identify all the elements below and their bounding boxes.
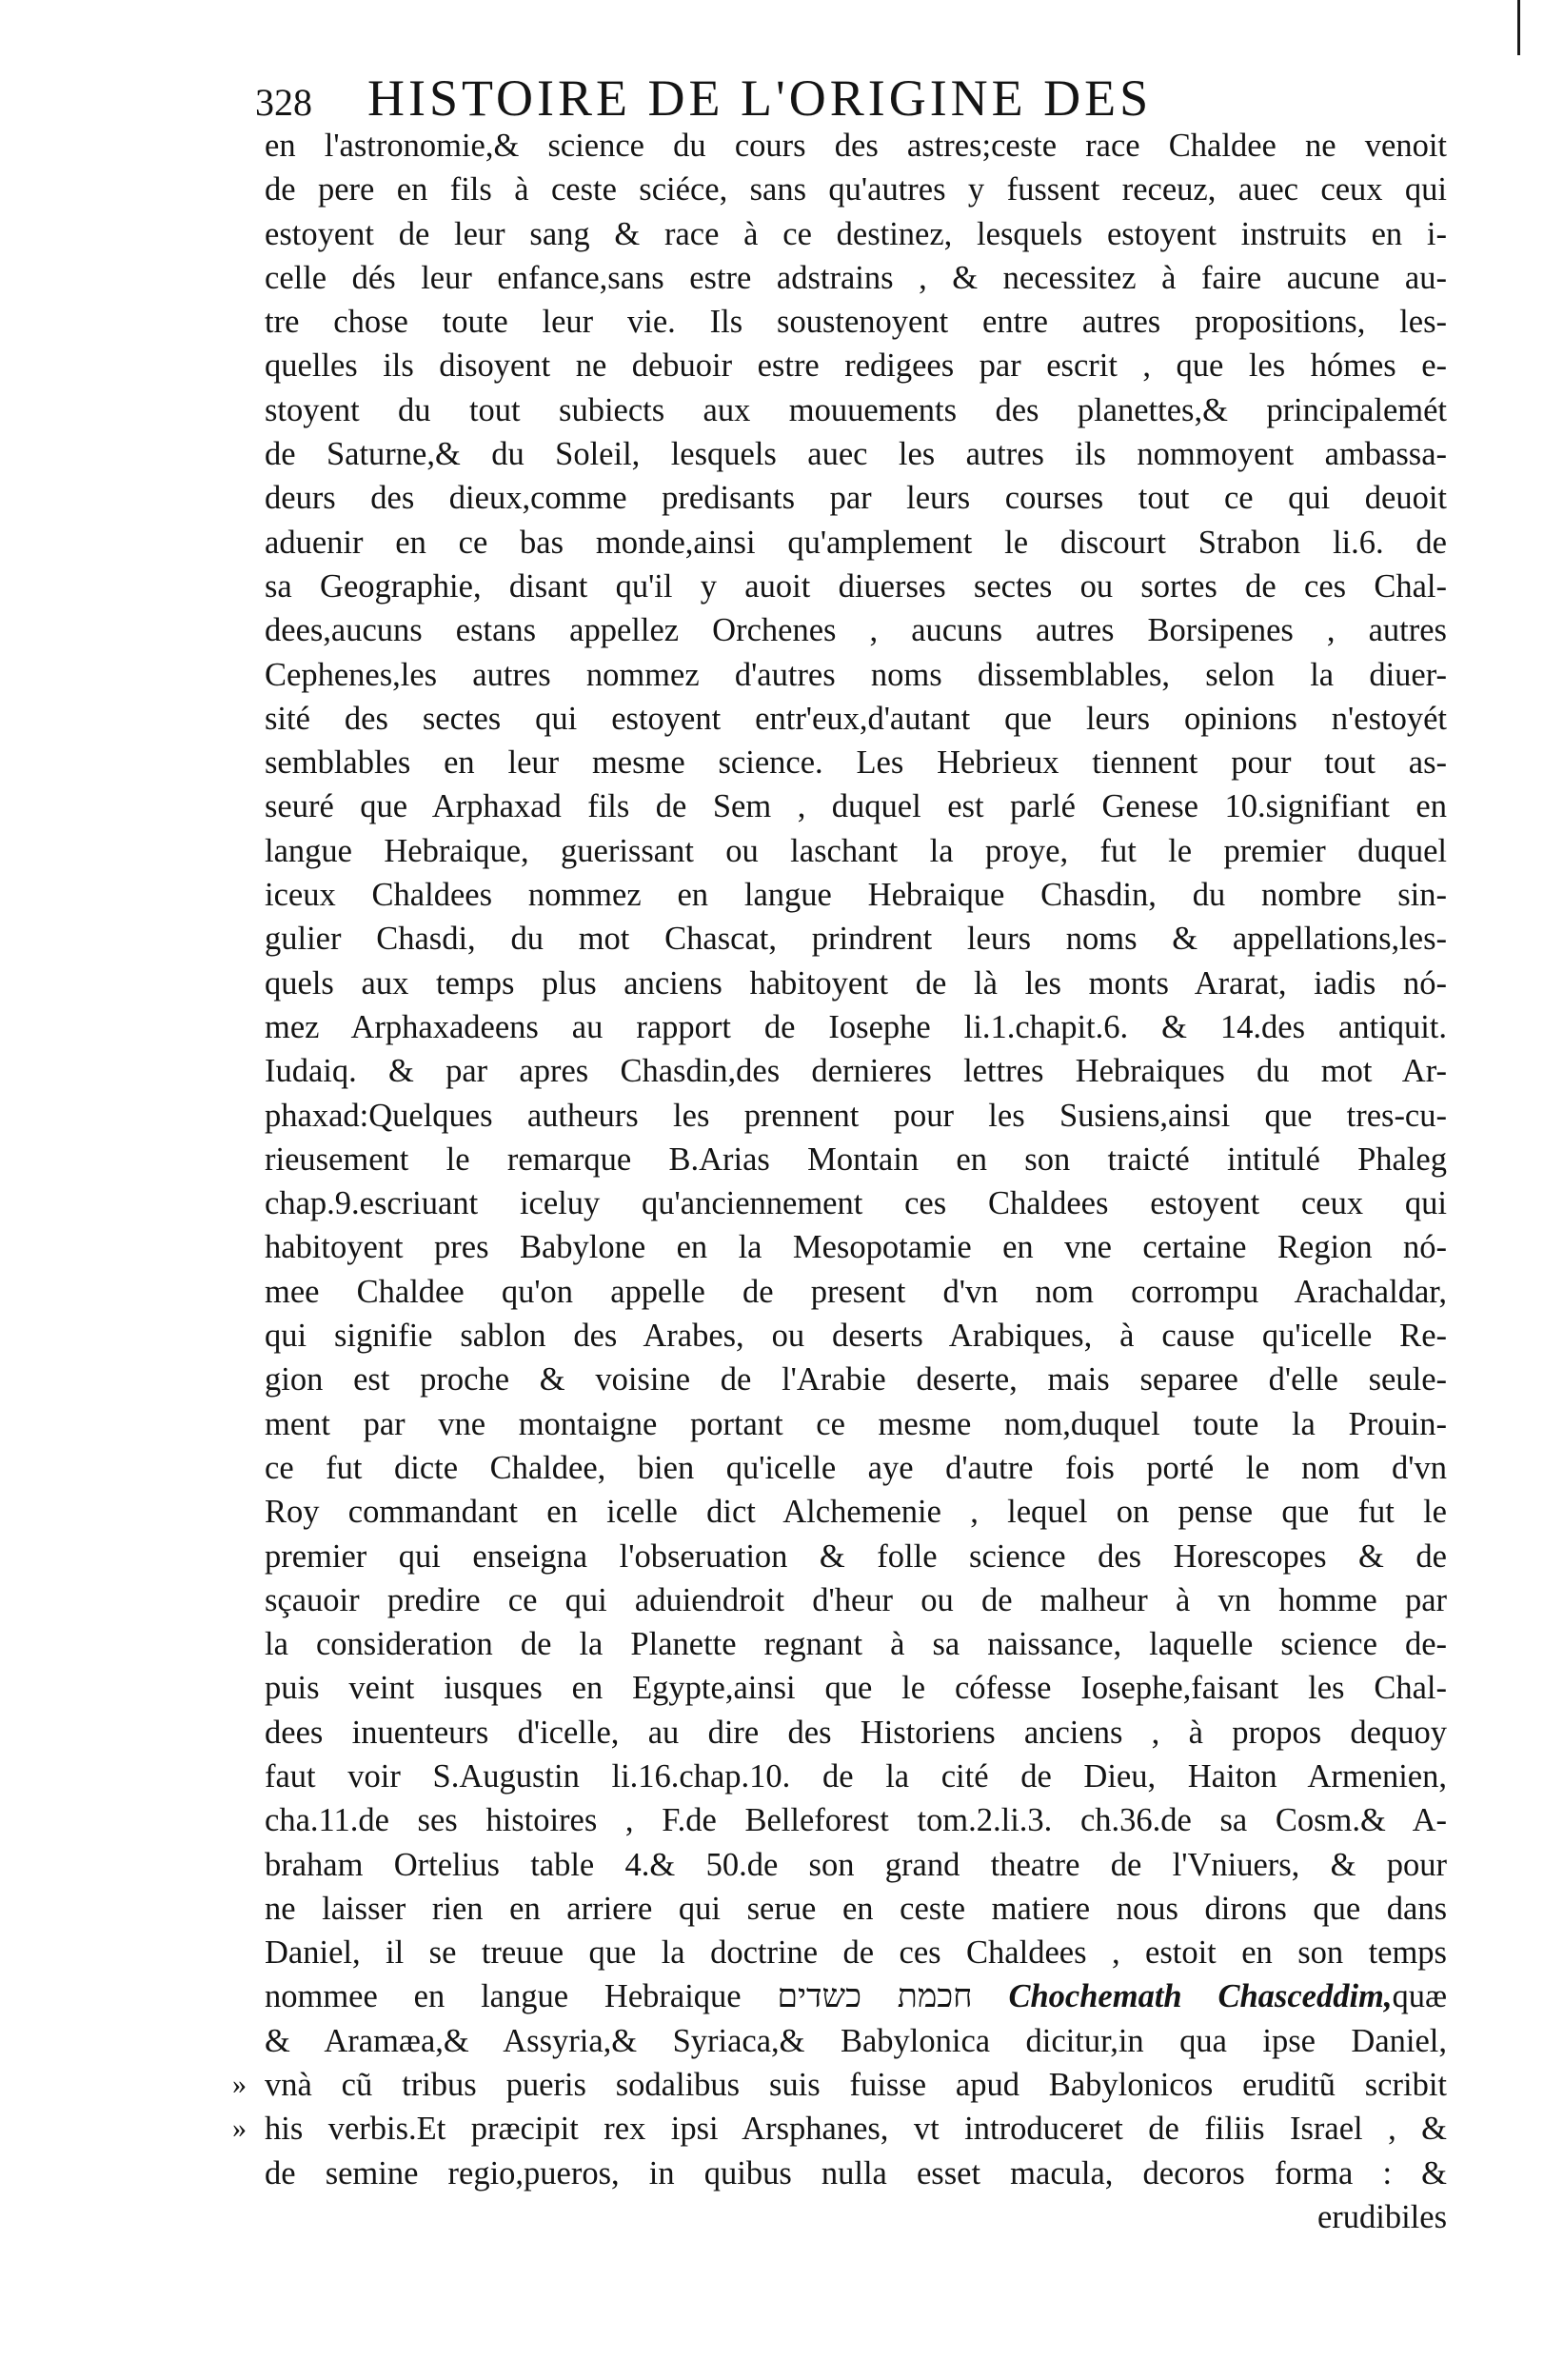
text-line-hebrew — [265, 1974, 1447, 2018]
text-line: faut voir S.Augustin li.16.chap.10. de la cité de Dieu, Haiton Armenien, — [265, 1757, 1447, 1795]
body-paragraph — [265, 124, 1447, 1974]
text-line: mez Arphaxadeens au rapport de Iosephe li.1.chapit.6. & 14.des antiquit. — [265, 1008, 1447, 1045]
text-line: de Saturne,& du Soleil, lesquels auec les autres ils nommoyent ambassa- — [265, 436, 1447, 473]
text-line: en l'astronomie,& science du cours des astres;ceste race Chaldee ne venoit — [265, 128, 1447, 164]
transliteration: Chochemath Chasceddim, — [1008, 1978, 1393, 2015]
text-line: semblables en leur mesme science. Les Hebrieux tiennent pour tout as- — [265, 744, 1447, 782]
text-line: rieusement le remarque B.Arias Montain en son traicté intitulé Phaleg — [265, 1140, 1447, 1178]
text-line: celle dés leur enfance,sans estre adstrains , & necessitez à faire aucune au- — [265, 259, 1447, 296]
text-line: qui signifie sablon des Arabes, ou deserts Arabiques, à cause qu'icelle Re- — [265, 1318, 1447, 1355]
text-line: premier qui enseigna l'obseruation & folle science des Horescopes & de — [265, 1537, 1447, 1575]
latin-line: vnà cũ tribus pueris sodalibus suis fuisse apud Babylonicos eruditũ scribit — [265, 2067, 1447, 2104]
page-edge-rule — [1517, 0, 1520, 55]
latin-line: de semine regio,pueros, in quibus nulla esset macula, decoros forma : & — [265, 2154, 1447, 2192]
text-line: ne laisser rien en arriere qui serue en ceste matiere nous dirons que dans — [265, 1890, 1447, 1927]
text-line: la consideration de la Planette regnant à sa naissance, laquelle science de- — [265, 1626, 1447, 1663]
running-head: HISTOIRE DE L'ORIGINE DES — [367, 69, 1153, 127]
text-line: estoyent de leur sang & race à ce destinez, lesquels estoyent instruits en i- — [265, 215, 1447, 252]
text-line: dees,aucuns estans appellez Orchenes , aucuns autres Borsipenes , autres — [265, 612, 1447, 649]
text-line: phaxad:Quelques autheurs les prennent pour les Susiens,ainsi que tres-cu- — [265, 1097, 1447, 1134]
hebrew-word: חכמת כשדים — [777, 1978, 973, 2015]
text-line-latin-1 — [265, 2019, 1447, 2063]
text-line: gion est proche & voisine de l'Arabie deserte, mais separee d'elle seule- — [265, 1361, 1447, 1398]
text-line: langue Hebraique, guerissant ou laschant la proye, fut le premier duquel — [265, 832, 1447, 869]
text-line: sité des sectes qui estoyent entr'eux,d'autant que leurs opinions n'estoyét — [265, 700, 1447, 737]
catchword — [265, 2195, 1447, 2239]
text-line: Iudaiq. & par apres Chasdin,des dernieres lettres Hebraiques du mot Ar- — [265, 1053, 1447, 1090]
text-line: quelles ils disoyent ne debuoir estre redigees par escrit , que les hómes e- — [265, 347, 1447, 385]
quote-marker: » — [232, 2112, 247, 2145]
text-line: puis veint iusques en Egypte,ainsi que le cófesse Iosephe,faisant les Chal- — [265, 1670, 1447, 1707]
text-line: chap.9.escriuant iceluy qu'anciennement ces Chaldees estoyent ceux qui — [265, 1185, 1447, 1222]
text-line: mee Chaldee qu'on appelle de present d'vn nom corrompu Arachaldar, — [265, 1273, 1447, 1310]
catchword-text: erudibiles — [1316, 2198, 1447, 2235]
latin-line: & Aramæa,& Assyria,& Syriaca,& Babylonica dicitur,in qua ipse Daniel, — [265, 2022, 1447, 2059]
text-line: dees inuenteurs d'icelle, au dire des Historiens anciens , à propos dequoy — [265, 1714, 1447, 1751]
text-line: de pere en fils à ceste sciéce, sans qu'autres y fussent receuz, auec ceux qui — [265, 171, 1447, 208]
latin-line: his verbis.Et præcipit rex ipsi Arsphanes, vt introduceret de filiis Israel , & — [265, 2111, 1447, 2148]
text-line: ment par vne montaigne portant ce mesme nom,duquel toute la Prouin- — [265, 1405, 1447, 1442]
text-line: braham Ortelius table 4.& 50.de son grand theatre de l'Vniuers, & pour — [265, 1846, 1447, 1883]
text-line: stoyent du tout subiects aux mouuements des planettes,& principalemét — [265, 391, 1447, 428]
text-line: Daniel, il se treuue que la doctrine de ces Chaldees , estoit en son temps — [265, 1934, 1447, 1972]
quote-marker: » — [232, 2069, 247, 2101]
text-line: tre chose toute leur vie. Ils soustenoyent entre autres propositions, les- — [265, 304, 1447, 341]
text-line: Roy commandant en icelle dict Alchemenie , lequel on pense que fut le — [265, 1494, 1447, 1531]
hebrew-line-before: nommee en langue Hebraique — [265, 1978, 778, 2015]
text-line: aduenir en ce bas monde,ainsi qu'amplement le discourt Strabon li.6. de — [265, 524, 1447, 561]
text-line: sçauoir predire ce qui aduiendroit d'heur ou de malheur à vn homme par — [265, 1581, 1447, 1618]
text-line: ce fut dicte Chaldee, bien qu'icelle aye d'autre fois porté le nom d'vn — [265, 1449, 1447, 1486]
hebrew-line-after: quæ — [1392, 1978, 1447, 2015]
text-line: gulier Chasdi, du mot Chascat, prindrent leurs noms & appellations,les- — [265, 921, 1447, 958]
text-line-latin-4 — [265, 2152, 1447, 2195]
text-line: quels aux temps plus anciens habitoyent de là les monts Ararat, iadis nó- — [265, 964, 1447, 1002]
text-line: Cephenes,les autres nommez d'autres noms dissemblables, selon la diuer- — [265, 656, 1447, 693]
text-line-latin-2 — [232, 2063, 1447, 2107]
text-line: deurs des dieux,comme predisants par leurs courses tout ce qui deuoit — [265, 480, 1447, 517]
text-line: seuré que Arphaxad fils de Sem , duquel est parlé Genese 10.signifiant en — [265, 788, 1447, 825]
main-text — [232, 124, 1447, 2239]
text-line-latin-3 — [232, 2107, 1447, 2151]
text-line: sa Geographie, disant qu'il y auoit diuerses sectes ou sortes de ces Chal- — [265, 567, 1447, 605]
text-line: habitoyent pres Babylone en la Mesopotamie en vne certaine Region nó- — [265, 1229, 1447, 1266]
text-line: iceux Chaldees nommez en langue Hebraique Chasdin, du nombre sin- — [265, 877, 1447, 914]
page-number: 328 — [255, 81, 312, 124]
text-line: cha.11.de ses histoires , F.de Belleforest tom.2.li.3. ch.36.de sa Cosm.& A- — [265, 1802, 1447, 1839]
